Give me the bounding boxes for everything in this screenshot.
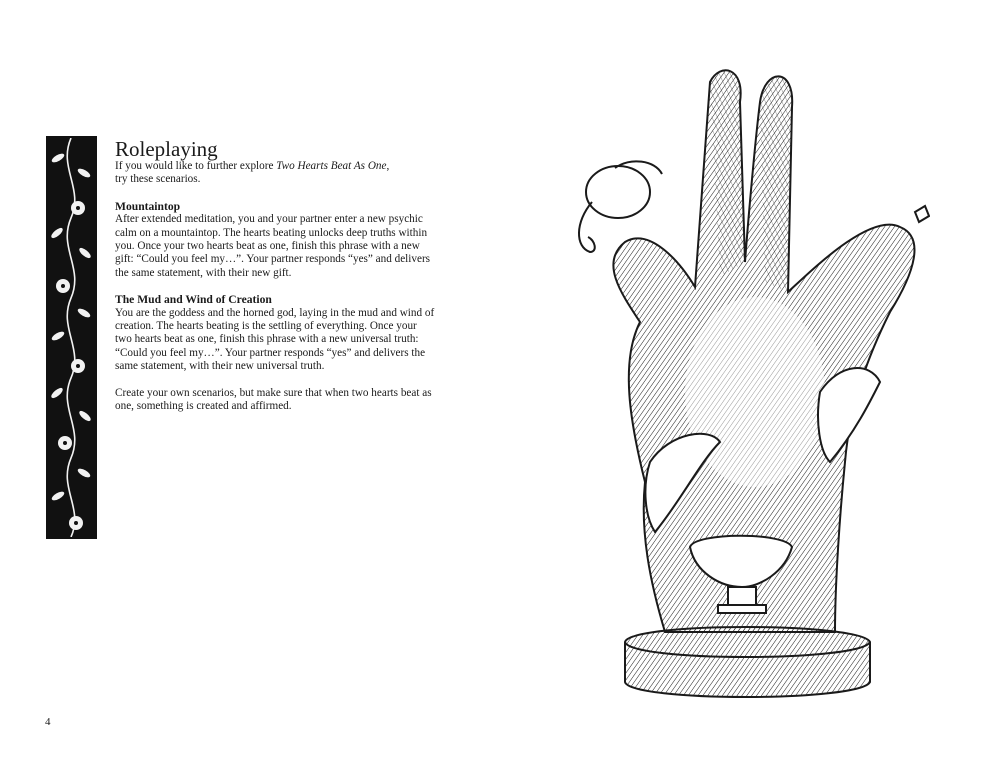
section-heading-mountaintop: Mountaintop	[115, 199, 181, 213]
intro-suffix: ,	[386, 160, 390, 172]
intro-paragraph	[115, 160, 435, 187]
closing-paragraph: Create your own scenarios, but make sure that when two hearts beat as one, something is created and affirmed.	[115, 386, 432, 413]
intro-prefix: If you would like to further explore	[115, 160, 277, 172]
text-column	[115, 138, 435, 414]
intro-line-2: try these scenarios.	[115, 173, 201, 186]
section-body-mud-and-wind: You are the goddess and the horned god, laying in the mud and wind of creation. The hearts beating is the settling of everything. Once your two hearts beat as one, finish this phrase with a new universal truth: “Could you feel my…”. Your partner responds “yes” and delivers the same statement, with their new universal truth.	[115, 306, 435, 373]
floral-vine-border-icon	[48, 138, 95, 537]
hand-illustration	[570, 62, 930, 712]
floral-border	[46, 136, 97, 539]
engraved-hand-with-animals-icon	[570, 62, 930, 712]
section-heading-mud-and-wind: The Mud and Wind of Creation	[115, 293, 272, 307]
intro-book-title: Two Hearts Beat As One	[276, 160, 387, 172]
page-title: Roleplaying	[115, 137, 218, 161]
page-number: 4	[45, 716, 51, 728]
section-body-mountaintop: After extended meditation, you and your partner enter a new psychic calm on a mountaintop. The hearts beating unlocks deep truths within you. Once your two hearts beat as one, finish this phrase with a new gift: “Could you feel my…”. Your partner responds “yes” and delivers the same statement, with their new gift.	[115, 213, 431, 279]
